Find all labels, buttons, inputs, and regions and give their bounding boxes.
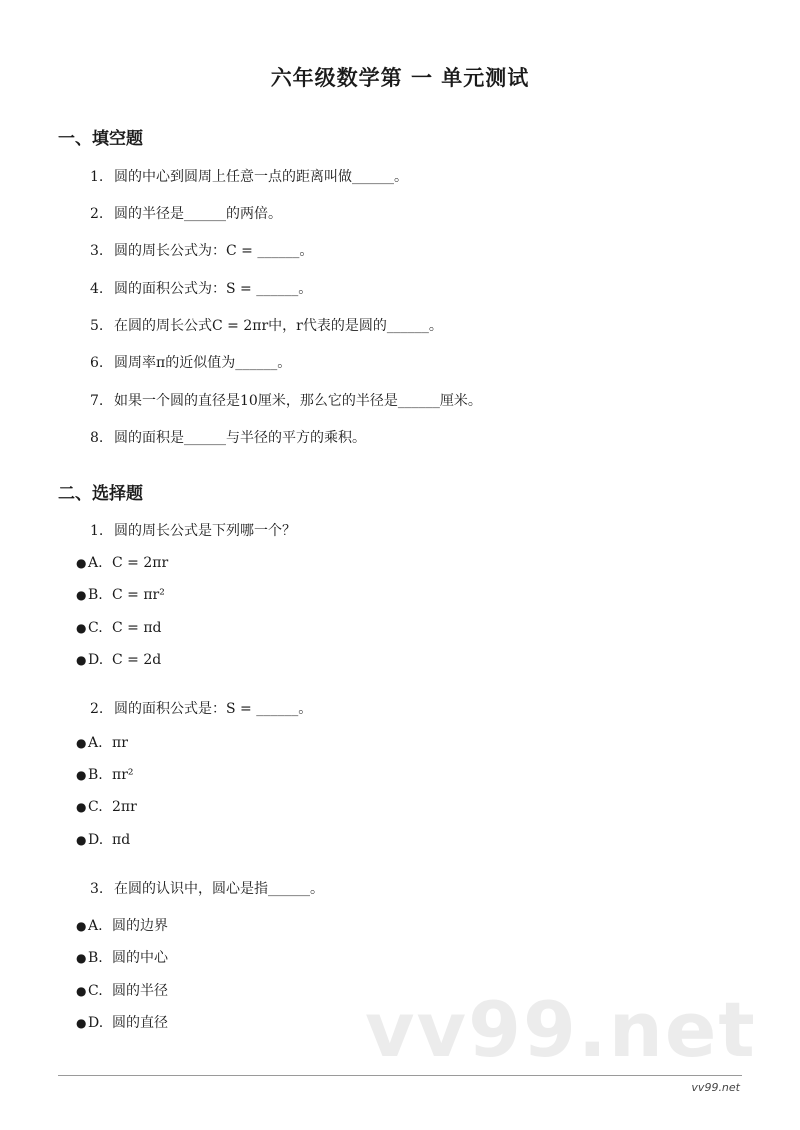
fill-question: 4. 圆的面积公式为：S = ______。 [90,281,313,297]
choice-option: ● B. πr² [76,767,134,783]
choice-option: ● D. πd [76,832,131,848]
page-title: 六年级数学第 一 单元测试 [270,66,530,90]
bullet-icon: ● [76,1016,87,1030]
bullet-icon: ● [76,800,87,814]
bullet-icon: ● [76,736,87,750]
choice-option: ● B. C = πr² [76,587,165,603]
choice-option: ● D. C = 2d [76,652,162,668]
bullet-icon: ● [76,556,87,570]
fill-question: 2. 圆的半径是______的两倍。 [90,206,282,222]
choice-option: ● A. C = 2πr [76,555,169,571]
fill-question: 5. 在圆的周长公式C = 2πr中，r代表的是圆的______。 [90,318,443,334]
fill-question: 8. 圆的面积是______与半径的平方的乘积。 [90,430,366,446]
choice-option: ● D. 圆的直径 [76,1015,168,1031]
footer-divider [58,1075,742,1076]
bullet-icon: ● [76,984,87,998]
choice-option: ● A. 圆的边界 [76,918,168,934]
choice-option: ● B. 圆的中心 [76,950,168,966]
section-heading-fill-blank: 一、填空题 [58,129,143,149]
watermark: vv99.net [365,985,757,1074]
bullet-icon: ● [76,919,87,933]
bullet-icon: ● [76,621,87,635]
fill-question: 6. 圆周率π的近似值为______。 [90,355,292,371]
fill-question: 7. 如果一个圆的直径是10厘米，那么它的半径是______厘米。 [90,393,482,409]
choice-option: ● A. πr [76,735,128,751]
bullet-icon: ● [76,768,87,782]
choice-option: ● C. 2πr [76,799,137,815]
section-heading-choice: 二、选择题 [58,484,143,504]
choice-option: ● C. 圆的半径 [76,983,168,999]
bullet-icon: ● [76,588,87,602]
choice-question: 3. 在圆的认识中，圆心是指______。 [90,881,324,897]
choice-question: 2. 圆的面积公式是：S = ______。 [90,701,313,717]
bullet-icon: ● [76,653,87,667]
bullet-icon: ● [76,833,87,847]
choice-option: ● C. C = πd [76,620,162,636]
fill-question: 1. 圆的中心到圆周上任意一点的距离叫做______。 [90,169,408,185]
bullet-icon: ● [76,951,87,965]
choice-question: 1. 圆的周长公式是下列哪一个？ [90,523,296,539]
fill-question: 3. 圆的周长公式为：C = ______。 [90,243,314,259]
footer-site-label: vv99.net [691,1081,740,1094]
